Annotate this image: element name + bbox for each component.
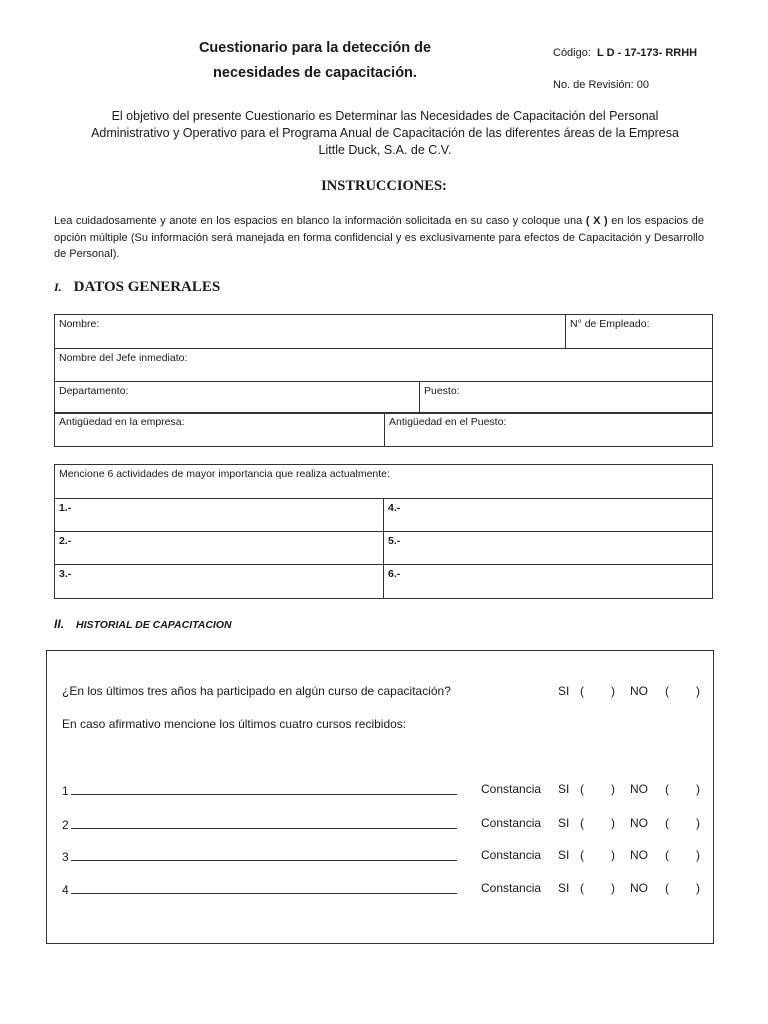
course-no-3: NO bbox=[630, 848, 648, 862]
label-num-empleado: N° de Empleado: bbox=[570, 318, 650, 330]
course-no-open-2[interactable]: ( bbox=[665, 816, 669, 830]
training-followup: En caso afirmativo mencione los últimos cuatro cursos recibidos: bbox=[62, 717, 407, 731]
label-departamento: Departamento: bbox=[59, 385, 129, 397]
course-line-2[interactable] bbox=[71, 816, 457, 829]
revision: No. de Revisión: 00 bbox=[553, 79, 649, 91]
course-constancia-3: Constancia bbox=[481, 848, 542, 862]
question-si-paren-close[interactable]: ) bbox=[611, 684, 615, 698]
instructions-text-before: Lea cuidadosamente y anote en los espacios en blanco la información solicitada en su caso y coloque una bbox=[54, 215, 586, 227]
objective-line-3: Little Duck, S.A. de C.V. bbox=[318, 143, 452, 157]
title-line-1: Cuestionario para la detección de bbox=[198, 40, 432, 56]
field-antig-empresa[interactable] bbox=[55, 413, 385, 447]
codigo-label: Código: bbox=[553, 47, 591, 59]
course-no-open-1[interactable]: ( bbox=[665, 782, 669, 796]
course-constancia-4: Constancia bbox=[481, 881, 542, 895]
objective-line-1: El objetivo del presente Cuestionario es Determinar las Necesidades de Capacitación del Personal bbox=[111, 109, 659, 123]
course-number-4: 4 bbox=[62, 883, 69, 897]
field-nombre[interactable] bbox=[55, 315, 566, 349]
course-no-close-2[interactable]: ) bbox=[696, 816, 700, 830]
codigo bbox=[553, 47, 697, 59]
question-no-paren-close[interactable]: ) bbox=[696, 684, 700, 698]
label-puesto: Puesto: bbox=[424, 385, 460, 397]
label-jefe: Nombre del Jefe inmediato: bbox=[59, 352, 188, 364]
section-1-number: I. bbox=[54, 280, 62, 294]
instructions-mark: ( X ) bbox=[585, 215, 608, 227]
course-si-3: SI bbox=[558, 848, 570, 862]
seniority-table bbox=[54, 412, 713, 447]
activity-label-3: 3.- bbox=[59, 568, 72, 580]
activities-table bbox=[54, 464, 713, 599]
course-no-close-4[interactable]: ) bbox=[696, 881, 700, 895]
label-antig-empresa: Antigüedad en la empresa: bbox=[59, 416, 185, 428]
label-antig-puesto: Antigüedad en el Puesto: bbox=[389, 416, 507, 428]
field-num-empleado[interactable] bbox=[566, 315, 713, 349]
course-row-4 bbox=[62, 881, 457, 897]
question-si-paren-open[interactable]: ( bbox=[580, 684, 584, 698]
course-no-close-3[interactable]: ) bbox=[696, 848, 700, 862]
section-2-title: HISTORIAL DE CAPACITACION bbox=[76, 619, 232, 631]
training-question: ¿En los últimos tres años ha participado en algún curso de capacitación? bbox=[62, 684, 451, 698]
course-si-open-3[interactable]: ( bbox=[580, 848, 584, 862]
course-row-3 bbox=[62, 848, 457, 864]
field-puesto[interactable] bbox=[420, 382, 713, 414]
activity-label-5: 5.- bbox=[388, 535, 401, 547]
objective-paragraph bbox=[40, 108, 730, 159]
activity-label-6: 6.- bbox=[388, 568, 401, 580]
activity-field-6[interactable] bbox=[384, 565, 713, 599]
form-title bbox=[150, 36, 480, 86]
course-si-close-1[interactable]: ) bbox=[611, 782, 615, 796]
course-line-1[interactable] bbox=[71, 782, 457, 795]
course-si-open-4[interactable]: ( bbox=[580, 881, 584, 895]
title-line-2: necesidades de capacitación. bbox=[213, 65, 417, 81]
course-si-2: SI bbox=[558, 816, 570, 830]
section-1-heading bbox=[54, 279, 220, 296]
field-antig-puesto[interactable] bbox=[385, 413, 713, 447]
course-line-4[interactable] bbox=[71, 881, 457, 894]
course-no-1: NO bbox=[630, 782, 648, 796]
activity-field-1[interactable] bbox=[55, 499, 384, 532]
activity-field-4[interactable] bbox=[384, 499, 713, 532]
objective-line-2: Administrativo y Operativo para el Programa Anual de Capacitación de las diferentes áreas de la Empresa bbox=[91, 126, 679, 140]
field-departamento[interactable] bbox=[55, 382, 420, 414]
course-number-3: 3 bbox=[62, 850, 69, 864]
course-line-3[interactable] bbox=[71, 848, 457, 861]
instructions-text-after: en los espacios de opción múltiple (Su información será manejada en forma confidencial y es exclusivamente para efectos de Capacitación y Desarrollo de Personal). bbox=[54, 215, 704, 260]
course-no-open-4[interactable]: ( bbox=[665, 881, 669, 895]
course-row-1 bbox=[62, 782, 457, 798]
course-constancia-1: Constancia bbox=[481, 782, 542, 796]
course-number-2: 2 bbox=[62, 818, 69, 832]
course-number-1: 1 bbox=[62, 784, 69, 798]
activity-field-3[interactable] bbox=[55, 565, 384, 599]
section-2-number: II. bbox=[54, 617, 65, 631]
field-jefe[interactable] bbox=[55, 349, 713, 382]
codigo-value: L D - 17-173- RRHH bbox=[597, 47, 698, 59]
activity-label-4: 4.- bbox=[388, 502, 401, 514]
activities-prompt: Mencione 6 actividades de mayor importancia que realiza actualmente: bbox=[55, 465, 713, 499]
course-si-1: SI bbox=[558, 782, 570, 796]
course-no-4: NO bbox=[630, 881, 648, 895]
section-1-title: DATOS GENERALES bbox=[73, 279, 221, 295]
course-no-close-1[interactable]: ) bbox=[696, 782, 700, 796]
label-nombre: Nombre: bbox=[59, 318, 100, 330]
general-data-table bbox=[54, 314, 713, 414]
course-si-open-2[interactable]: ( bbox=[580, 816, 584, 830]
course-si-4: SI bbox=[558, 881, 570, 895]
course-constancia-2: Constancia bbox=[481, 816, 542, 830]
question-no-paren-open[interactable]: ( bbox=[665, 684, 669, 698]
activity-label-1: 1.- bbox=[59, 502, 72, 514]
course-si-close-2[interactable]: ) bbox=[611, 816, 615, 830]
course-si-close-4[interactable]: ) bbox=[611, 881, 615, 895]
course-si-close-3[interactable]: ) bbox=[611, 848, 615, 862]
instructions-text bbox=[54, 213, 704, 263]
course-row-2 bbox=[62, 816, 457, 832]
section-2-heading bbox=[54, 617, 232, 631]
course-no-2: NO bbox=[630, 816, 648, 830]
question-si-label: SI bbox=[558, 684, 570, 698]
question-no-label: NO bbox=[630, 684, 648, 698]
course-si-open-1[interactable]: ( bbox=[580, 782, 584, 796]
activity-field-2[interactable] bbox=[55, 532, 384, 565]
instructions-heading: INSTRUCCIONES: bbox=[321, 178, 447, 194]
activity-field-5[interactable] bbox=[384, 532, 713, 565]
activity-label-2: 2.- bbox=[59, 535, 72, 547]
course-no-open-3[interactable]: ( bbox=[665, 848, 669, 862]
